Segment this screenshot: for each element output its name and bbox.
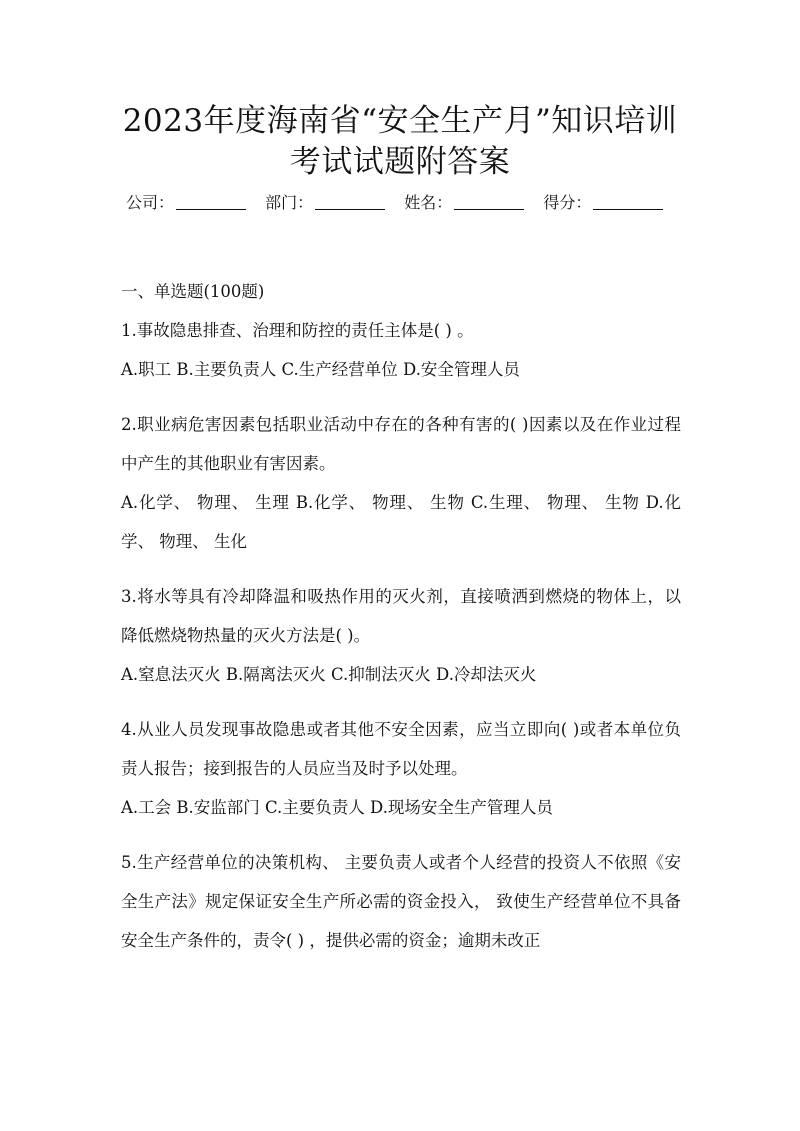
info-label-company: 公司： — [126, 193, 175, 212]
info-field-department — [265, 191, 385, 215]
question-stem: 5.生产经营单位的决策机构、 主要负责人或者个人经营的投资人不依照《安全生产法》规定保证安全生产所必需的资金投入， 致使生产经营单位不具备安全生产条件的，责令( ) ，提供必需的资金；逾期未改正 — [121, 853, 681, 950]
info-label-name: 姓名： — [404, 193, 453, 212]
exam-info-row — [126, 191, 686, 215]
info-label-score: 得分： — [543, 193, 592, 212]
document-title-line-2: 考试试题附答案 — [289, 144, 511, 180]
name-blank — [454, 193, 524, 210]
department-blank — [315, 193, 385, 210]
question-options: A.工会 B.安监部门 C.主要负责人 D.现场安全生产管理人员 — [121, 798, 553, 817]
company-blank — [176, 193, 246, 210]
info-field-company — [126, 191, 246, 215]
info-field-name — [404, 191, 524, 215]
question-stem: 1.事故隐患排查、治理和防控的责任主体是( ) 。 — [121, 321, 474, 340]
score-blank — [593, 193, 663, 210]
question-4 — [121, 710, 681, 827]
section-heading: 一、单选题(100题) — [121, 282, 265, 301]
document-title-line-1: 2023年度海南省“安全生产月”知识培训 — [122, 103, 678, 139]
info-field-score — [543, 191, 663, 215]
question-5 — [121, 843, 681, 960]
question-stem: 2.职业病危害因素包括职业活动中存在的各种有害的( )因素以及在作业过程中产生的其他职业有害因素。 — [121, 415, 681, 473]
question-options: A.窒息法灭火 B.隔离法灭火 C.抑制法灭火 D.冷却法灭火 — [121, 665, 537, 684]
question-3 — [121, 577, 681, 694]
info-label-department: 部门： — [265, 193, 314, 212]
question-stem: 4.从业人员发现事故隐患或者其他不安全因素，应当立即向( )或者本单位负责人报告；接到报告的人员应当及时予以处理。 — [121, 720, 681, 778]
question-options: A.化学、 物理、 生理 B.化学、 物理、 生物 C.生理、 物理、 生物 D.化学、 物理、 生化 — [121, 493, 681, 551]
question-1 — [121, 311, 681, 389]
question-2 — [121, 405, 681, 561]
question-options: A.职工 B.主要负责人 C.生产经营单位 D.安全管理人员 — [121, 360, 520, 379]
question-stem: 3.将水等具有冷却降温和吸热作用的灭火剂，直接喷洒到燃烧的物体上，以降低燃烧物热量的灭火方法是( )。 — [121, 587, 681, 645]
document-body — [121, 272, 681, 960]
